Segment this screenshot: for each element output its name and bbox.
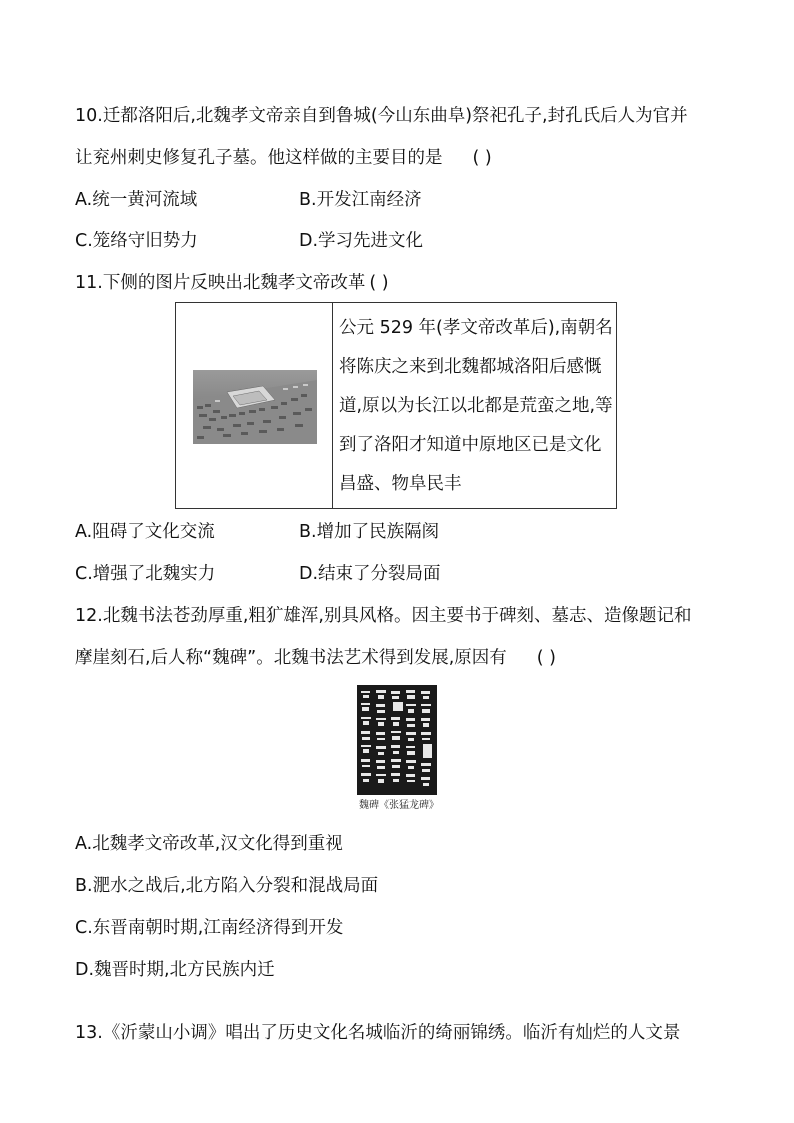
luoyang-city-model-image <box>193 370 317 444</box>
q10-option-b: B.开发江南经济 <box>299 190 422 210</box>
q11-answer-paren: ( ) <box>369 273 389 293</box>
q11-option-a: A.阻碍了文化交流 <box>75 522 215 542</box>
q11-option-b: B.增加了民族隔阂 <box>299 522 440 542</box>
q10-option-a: A.统一黄河流域 <box>75 190 198 210</box>
q12-option-b: B.淝水之战后,北方陷入分裂和混战局面 <box>75 876 379 896</box>
q12-stem-text: 摩崖刻石,后人称“魏碑”。北魏书法艺术得到发展,原因有 <box>75 648 507 668</box>
q10-stem-line2 <box>75 146 492 170</box>
q11-option-c: C.增强了北魏实力 <box>75 564 216 584</box>
q12-option-d: D.魏晋时期,北方民族内迁 <box>75 960 275 980</box>
q11-stem <box>75 271 389 295</box>
q11-stem-text: 11.下侧的图片反映出北魏孝文帝改革 <box>75 273 366 293</box>
q10-option-c: C.笼络守旧势力 <box>75 231 198 251</box>
q12-option-a: A.北魏孝文帝改革,汉文化得到重视 <box>75 834 343 854</box>
zhang-menglong-stele-image <box>357 685 437 795</box>
q12-option-c: C.东晋南朝时期,江南经济得到开发 <box>75 918 344 938</box>
q11-passage: 公元 529 年(孝文帝改革后),南朝名将陈庆之来到北魏都城洛阳后感慨道,原以为长江以北都是荒蛮之地,等到了洛阳才知道中原地区已是文化昌盛、物阜民丰 <box>339 318 613 494</box>
q10-stem-line1: 10.迁都洛阳后,北魏孝文帝亲自到鲁城(今山东曲阜)祭祀孔子,封孔氏后人为官并 <box>75 106 688 126</box>
q11-figure-table <box>175 302 617 509</box>
q10-option-d: D.学习先进文化 <box>299 231 424 251</box>
q10-answer-paren: ( ) <box>472 148 492 168</box>
q12-stem-line2 <box>75 646 556 670</box>
q12-answer-paren: ( ) <box>536 648 556 668</box>
q11-option-d: D.结束了分裂局面 <box>299 564 441 584</box>
q10-stem-text: 让兖州刺史修复孔子墓。他这样做的主要目的是 <box>75 148 443 168</box>
q13-stem-line1: 13.《沂蒙山小调》唱出了历史文化名城临沂的绮丽锦绣。临沂有灿烂的人文景 <box>75 1023 681 1043</box>
stele-caption: 魏碑《张猛龙碑》 <box>359 800 439 811</box>
q11-image-cell <box>176 303 333 508</box>
q12-stem-line1: 12.北魏书法苍劲厚重,粗犷雄浑,别具风格。因主要书于碑刻、墓志、造像题记和 <box>75 606 692 626</box>
